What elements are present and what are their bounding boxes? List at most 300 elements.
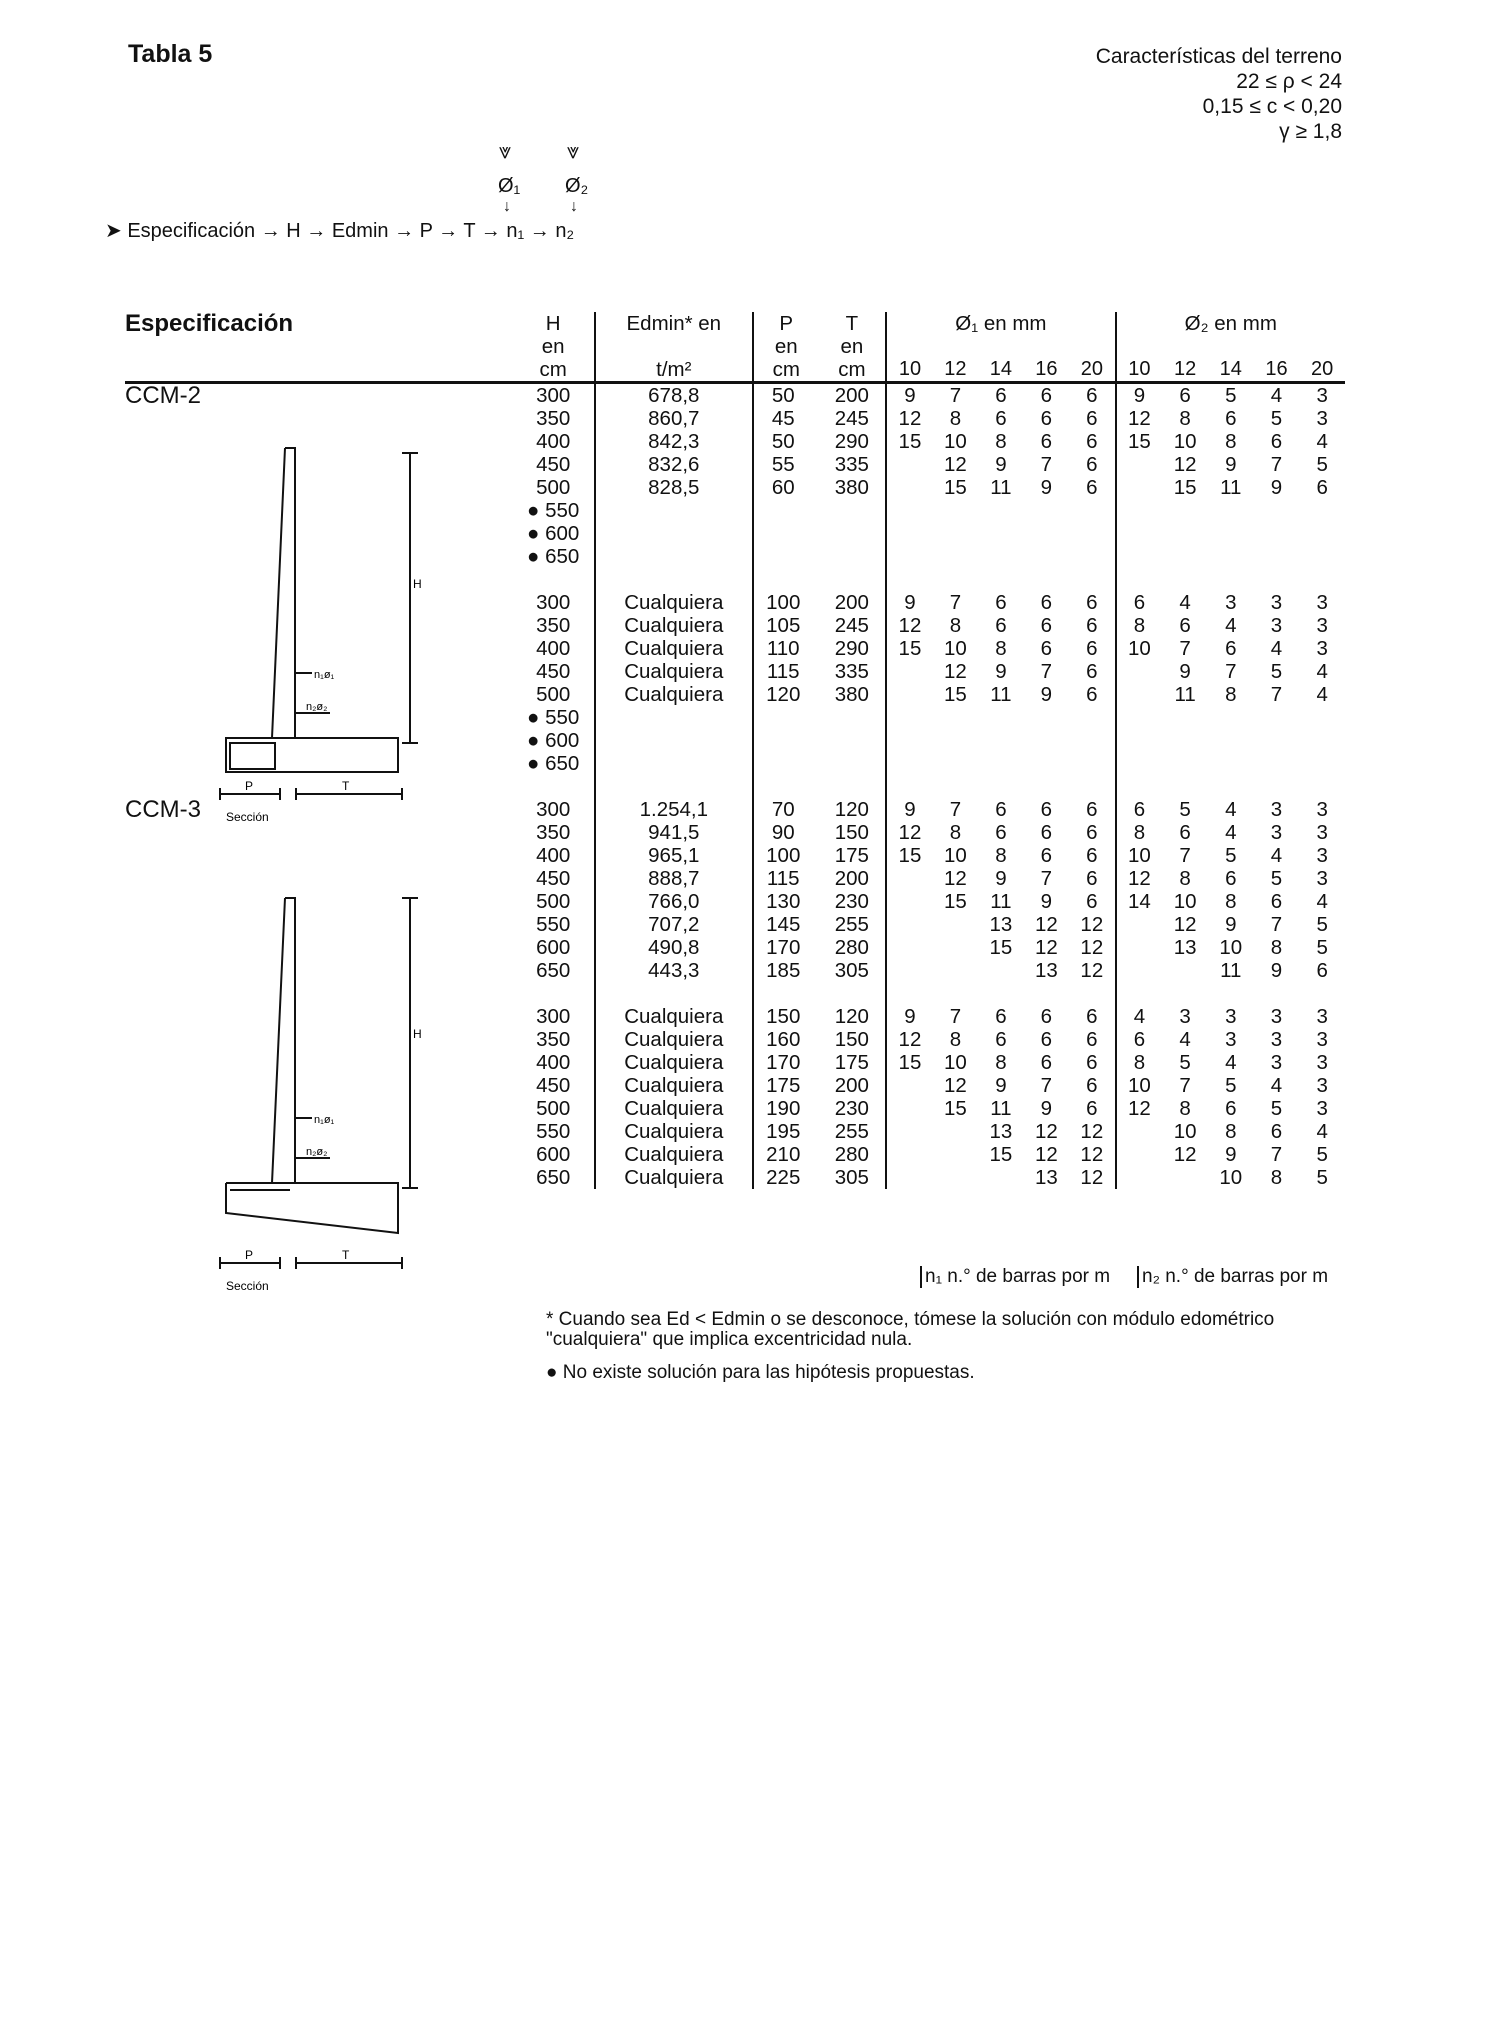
n2-cell [1116, 499, 1345, 522]
n2-values [1117, 1074, 1345, 1097]
n1-value: 7 [1040, 1074, 1053, 1097]
blank-cell [453, 591, 513, 614]
n2-value: 5 [1225, 1074, 1237, 1097]
n1-value: 6 [1040, 1051, 1053, 1074]
n2-value: 12 [1128, 1097, 1151, 1120]
n1-cell [886, 1005, 1115, 1028]
p-cell [753, 706, 819, 729]
n1-value: 6 [1086, 844, 1098, 867]
edmin-cell: 941,5 [595, 821, 753, 844]
n1-values [887, 476, 1114, 499]
n2-value: 5 [1179, 798, 1191, 821]
n1-cell [886, 1166, 1115, 1189]
n2-value: 8 [1179, 1097, 1191, 1120]
p-cell: 130 [753, 890, 819, 913]
h-cell: ● 600 [527, 522, 580, 545]
n2-values [1117, 936, 1345, 959]
t-cell: 200 [834, 384, 869, 407]
h-header: H en cm [513, 312, 595, 383]
n1-value [887, 453, 932, 476]
flow-sequence: ➤ Especificación → H → Edmin → P → T → n₁ → n₂ [105, 220, 575, 242]
n1-value [887, 683, 932, 706]
n1-value: 15 [944, 683, 967, 706]
n2-value: 4 [1316, 683, 1328, 706]
h-cell: 350 [536, 821, 571, 844]
n2-value: 4 [1316, 1120, 1328, 1143]
blank-cell [453, 660, 513, 683]
page-title: Tabla 5 [128, 40, 213, 68]
n2-value: 8 [1133, 821, 1146, 844]
edmin-cell [595, 729, 753, 752]
n1-values [887, 407, 1114, 430]
n1-value: 6 [1086, 821, 1098, 844]
n2-value: 15 [1173, 476, 1197, 499]
t-cell: 335 [834, 660, 869, 683]
n2-value: 10 [1219, 936, 1243, 959]
n2-value: 12 [1173, 453, 1197, 476]
n2-values [1117, 1005, 1345, 1028]
n1-value: 6 [1086, 660, 1098, 683]
n2-values [1117, 1051, 1345, 1074]
n1-cell [886, 1097, 1115, 1120]
p-cell: 225 [753, 1166, 819, 1189]
n1-value [887, 1097, 932, 1120]
t-cell [819, 752, 887, 775]
n1-values [887, 614, 1114, 637]
n2-value: 12 [1173, 913, 1197, 936]
down-arrow-icon: ↓ [503, 198, 511, 215]
edmin-cell: 860,7 [595, 407, 753, 430]
edmin-header: Edmin* en t/m² [595, 312, 753, 383]
n2-value: 8 [1270, 936, 1283, 959]
n2-cell [1116, 591, 1345, 614]
n1-values [887, 1005, 1114, 1028]
n1-cell [886, 545, 1115, 568]
n2-value: 4 [1225, 1051, 1237, 1074]
n2-value: 6 [1270, 430, 1283, 453]
n1-value [887, 1120, 932, 1143]
blank-cell [453, 798, 513, 821]
n1-values [887, 1120, 1114, 1143]
n2-value: 5 [1270, 660, 1283, 683]
edmin-cell: 842,3 [595, 430, 753, 453]
n1-value: 8 [949, 614, 962, 637]
p-cell: 150 [753, 1005, 819, 1028]
n2-cell [1116, 614, 1345, 637]
n1-cell [886, 890, 1115, 913]
n1-value: 9 [1040, 890, 1053, 913]
terrain-line-1: 22 ≤ ρ < 24 [1236, 70, 1342, 93]
n2-cell [1116, 683, 1345, 706]
p-cell: 50 [753, 430, 819, 453]
n1-cell [886, 959, 1115, 982]
n2-value: 7 [1179, 1074, 1191, 1097]
n2-cell [1116, 1028, 1345, 1051]
n1-values [887, 959, 1114, 982]
h-cell: 350 [536, 614, 571, 637]
p-cell: 195 [753, 1120, 819, 1143]
n2-value: 9 [1133, 384, 1146, 407]
t-cell: 305 [834, 959, 869, 982]
ccm2-section-diagram [200, 428, 420, 828]
t-cell: 120 [834, 798, 869, 821]
n2-cell [1116, 476, 1345, 499]
n2-cell [1116, 430, 1345, 453]
n1-values [887, 430, 1114, 453]
n1-value: 12 [898, 407, 922, 430]
n2-value: 3 [1316, 1005, 1328, 1028]
n1-value: 11 [990, 890, 1012, 913]
n1-values [887, 1028, 1114, 1051]
n1-value: 6 [1040, 591, 1053, 614]
n2-value: 5 [1270, 407, 1283, 430]
n2-cell [1116, 867, 1345, 890]
n1-value [887, 1143, 932, 1166]
n2-value: 5 [1316, 1143, 1328, 1166]
n1-value: 15 [989, 1143, 1013, 1166]
n2-value: 4 [1225, 614, 1237, 637]
n2-value: 3 [1316, 637, 1328, 660]
edmin-cell: 1.254,1 [595, 798, 753, 821]
edmin-cell: Cualquiera [595, 683, 753, 706]
diagram-n2-label: n₂ø₂ [306, 701, 328, 713]
t-cell: 290 [834, 430, 869, 453]
n2-values [1117, 1166, 1345, 1189]
n1-value: 10 [944, 430, 967, 453]
n2-values [1117, 798, 1345, 821]
n2-value: 8 [1225, 890, 1237, 913]
n2-value: 14 [1128, 890, 1151, 913]
n2-value: 12 [1128, 407, 1151, 430]
edmin-cell [595, 706, 753, 729]
n2-value: 6 [1316, 476, 1328, 499]
h-cell: 300 [536, 591, 571, 614]
n1-value: 8 [949, 821, 962, 844]
t-cell: 245 [834, 407, 869, 430]
n1-cell [886, 591, 1115, 614]
down-arrow-icon: ↓ [570, 198, 578, 215]
n2-value: 9 [1225, 453, 1237, 476]
t-cell: 255 [834, 1120, 869, 1143]
n2-cell [1116, 407, 1345, 430]
edmin-cell [595, 752, 753, 775]
t-cell: 230 [834, 890, 869, 913]
t-cell [819, 545, 887, 568]
p-cell [753, 545, 819, 568]
n1-values [887, 890, 1114, 913]
n2-value: 6 [1133, 591, 1146, 614]
n2-value: 5 [1225, 384, 1237, 407]
n2-value: 3 [1270, 1005, 1283, 1028]
n1-value: 6 [995, 821, 1007, 844]
n2-cell [1116, 936, 1345, 959]
p-cell: 190 [753, 1097, 819, 1120]
n1-value: 6 [1086, 407, 1098, 430]
n1-cell [886, 1051, 1115, 1074]
p-cell: 100 [753, 844, 819, 867]
h-cell: 650 [536, 1166, 571, 1189]
n1-cell [886, 637, 1115, 660]
n2-value: 5 [1316, 913, 1328, 936]
n1-value: 7 [1040, 453, 1053, 476]
h-cell: 400 [536, 637, 571, 660]
n1-value: 15 [989, 936, 1013, 959]
n2-value: 4 [1316, 890, 1328, 913]
n2-value: 6 [1225, 407, 1237, 430]
p-cell: 170 [753, 936, 819, 959]
n2-cell [1116, 545, 1345, 568]
n1-value [887, 913, 932, 936]
n2-values [1117, 1120, 1345, 1143]
n2-cell [1116, 890, 1345, 913]
n1-value: 12 [898, 1028, 922, 1051]
h-cell: ● 650 [527, 752, 580, 775]
n1-value: 15 [944, 476, 967, 499]
p-cell: 100 [753, 591, 819, 614]
n1-cell [886, 821, 1115, 844]
n1-value: 9 [904, 798, 916, 821]
n1-value: 7 [1040, 867, 1053, 890]
n1-value: 6 [1086, 591, 1098, 614]
n2-value: 3 [1316, 591, 1328, 614]
n1-value [887, 476, 932, 499]
h-cell: 400 [536, 430, 571, 453]
n2-value: 6 [1225, 637, 1237, 660]
blank-cell [453, 545, 513, 568]
h-cell: 500 [536, 683, 571, 706]
d1-header: Ø₁ en mm 10 12 14 16 20 [886, 312, 1115, 383]
n2-cell [1116, 706, 1345, 729]
group-label-empty [125, 407, 453, 430]
diagram-n1-label: n₁ø₁ [314, 669, 335, 681]
n2-value: 7 [1179, 637, 1191, 660]
n1-value [933, 1120, 978, 1143]
diagram-p-label: P [245, 779, 254, 793]
n1-value: 15 [898, 844, 922, 867]
n2-value: 4 [1270, 637, 1283, 660]
h-cell: 400 [536, 844, 571, 867]
blank-cell [453, 683, 513, 706]
blank-cell [453, 1097, 513, 1120]
h-cell: 350 [536, 1028, 571, 1051]
n2-value: 6 [1270, 1120, 1283, 1143]
diameter-2-label: Ø₂ [565, 175, 589, 197]
n2-value: 6 [1179, 384, 1191, 407]
n2-value [1162, 959, 1208, 982]
n1-cell [886, 1028, 1115, 1051]
n1-cell [886, 1120, 1115, 1143]
group-label: CCM-3 [125, 796, 201, 823]
diameter-1-label: Ø₁ [498, 175, 521, 197]
p-cell [753, 752, 819, 775]
n1-value: 7 [949, 1005, 962, 1028]
edmin-cell: 707,2 [595, 913, 753, 936]
n1-value: 6 [995, 798, 1007, 821]
n1-value: 11 [990, 476, 1012, 499]
n1-value: 6 [1040, 844, 1053, 867]
n2-value: 6 [1225, 1097, 1237, 1120]
n1-value: 7 [949, 798, 962, 821]
n2-value [1117, 683, 1163, 706]
n1-cell [886, 660, 1115, 683]
n2-value: 4 [1270, 844, 1283, 867]
n2-value: 4 [1225, 798, 1237, 821]
n1-value: 6 [1086, 476, 1098, 499]
n2-cell [1116, 522, 1345, 545]
n2-values [1117, 1143, 1345, 1166]
blank-cell [453, 936, 513, 959]
n2-value: 9 [1225, 1143, 1237, 1166]
n1-values [887, 867, 1114, 890]
blank-cell [453, 913, 513, 936]
n1-value: 12 [1080, 1166, 1104, 1189]
n2-cell [1116, 752, 1345, 775]
n1-cell [886, 476, 1115, 499]
n1-value: 10 [944, 637, 967, 660]
edmin-cell: Cualquiera [595, 1074, 753, 1097]
terrain-heading: Características del terreno [1095, 45, 1342, 68]
t-cell: 380 [834, 683, 869, 706]
t-cell: 150 [834, 1028, 869, 1051]
n1-value: 6 [1086, 683, 1098, 706]
edmin-cell: 832,6 [595, 453, 753, 476]
n2-value: 3 [1270, 798, 1283, 821]
t-cell: 150 [834, 821, 869, 844]
n1-value: 8 [949, 1028, 962, 1051]
n2-cell [1116, 1074, 1345, 1097]
n2-cell [1116, 1166, 1345, 1189]
h-cell: 550 [536, 1120, 571, 1143]
n1-cell [886, 614, 1115, 637]
terrain-line-2: 0,15 ≤ c < 0,20 [1202, 95, 1342, 118]
n1-cell [886, 936, 1115, 959]
n1-value: 6 [995, 1028, 1007, 1051]
n2-value: 7 [1270, 1143, 1283, 1166]
n2-value: 3 [1270, 614, 1283, 637]
n2-value: 8 [1179, 407, 1191, 430]
n2-value: 3 [1316, 821, 1328, 844]
blank-cell [453, 499, 513, 522]
n2-values [1117, 660, 1345, 683]
n1-value: 8 [949, 407, 962, 430]
n1-value: 12 [898, 614, 922, 637]
n2-value: 5 [1270, 1097, 1283, 1120]
t-cell: 200 [834, 1074, 869, 1097]
n2-value: 7 [1270, 683, 1283, 706]
n1-value: 12 [1034, 913, 1058, 936]
h-cell: ● 600 [527, 729, 580, 752]
edmin-cell: Cualquiera [595, 1097, 753, 1120]
t-cell: 200 [834, 591, 869, 614]
n2-cell [1116, 844, 1345, 867]
n2-value: 3 [1316, 407, 1328, 430]
n2-value [1117, 1120, 1163, 1143]
terrain-characteristics [1096, 44, 1342, 144]
n1-value: 6 [1040, 798, 1053, 821]
blank-cell [453, 1051, 513, 1074]
n2-value: 3 [1225, 1028, 1237, 1051]
n1-cell [886, 430, 1115, 453]
diagram-n1-label: n₁ø₁ [314, 1114, 335, 1126]
n1-value: 6 [1040, 1005, 1053, 1028]
n1-value: 6 [1086, 1005, 1098, 1028]
n2-value: 6 [1270, 890, 1283, 913]
n1-value: 6 [1040, 821, 1053, 844]
h-cell: 600 [536, 936, 571, 959]
n1-value: 12 [1080, 1120, 1104, 1143]
n2-value: 8 [1270, 1166, 1283, 1189]
edmin-cell [595, 522, 753, 545]
n1-value: 7 [949, 384, 962, 407]
selection-icon: ⩔ [499, 138, 512, 163]
t-header: T en cm [819, 312, 887, 383]
p-cell: 115 [753, 867, 819, 890]
h-cell: 600 [536, 1143, 571, 1166]
spec-header: Especificación [125, 312, 453, 383]
n1-cell [886, 1143, 1115, 1166]
n2-value: 9 [1270, 959, 1283, 982]
n2-value: 8 [1133, 614, 1146, 637]
t-cell: 305 [834, 1166, 869, 1189]
diagram-t-label: T [342, 779, 350, 793]
n1-value: 12 [1034, 936, 1058, 959]
n1-value: 7 [949, 591, 962, 614]
n1-value: 8 [995, 637, 1007, 660]
n1-value: 8 [995, 844, 1007, 867]
h-cell: 450 [536, 660, 571, 683]
n1-values [887, 1074, 1114, 1097]
p-cell: 70 [753, 798, 819, 821]
n2-value [1117, 959, 1163, 982]
n1-value: 13 [989, 913, 1013, 936]
ccm3-section-diagram [200, 878, 420, 1298]
edmin-cell: 828,5 [595, 476, 753, 499]
n2-note: n₂ n.° de barras por m [1137, 1266, 1328, 1288]
n1-value: 6 [1040, 407, 1053, 430]
n2-value: 7 [1270, 913, 1283, 936]
n1-value: 12 [944, 453, 967, 476]
blank-cell [453, 752, 513, 775]
n1-value: 6 [1086, 1051, 1098, 1074]
n1-cell [886, 522, 1115, 545]
n1-value: 6 [1040, 1028, 1053, 1051]
t-cell [819, 729, 887, 752]
n2-values [1117, 637, 1345, 660]
h-cell: 450 [536, 867, 571, 890]
blank-cell [453, 706, 513, 729]
h-cell: 550 [536, 913, 571, 936]
n1-value: 10 [944, 844, 967, 867]
blank-cell [453, 1074, 513, 1097]
h-cell: 450 [536, 453, 571, 476]
n1-value [978, 1166, 1023, 1189]
n1-values [887, 453, 1114, 476]
n1-value: 12 [1034, 1143, 1058, 1166]
edmin-cell: Cualquiera [595, 1120, 753, 1143]
h-cell: ● 650 [527, 545, 580, 568]
n2-value: 3 [1316, 1074, 1328, 1097]
n2-value: 8 [1225, 683, 1237, 706]
n2-value: 15 [1128, 430, 1151, 453]
n2-values [1117, 959, 1345, 982]
n2-value: 5 [1225, 844, 1237, 867]
n2-value: 6 [1133, 1028, 1146, 1051]
n2-value: 3 [1225, 591, 1237, 614]
n2-cell [1116, 959, 1345, 982]
p-header: P en cm [753, 312, 819, 383]
n1-cell [886, 383, 1115, 408]
n2-value: 9 [1179, 660, 1191, 683]
